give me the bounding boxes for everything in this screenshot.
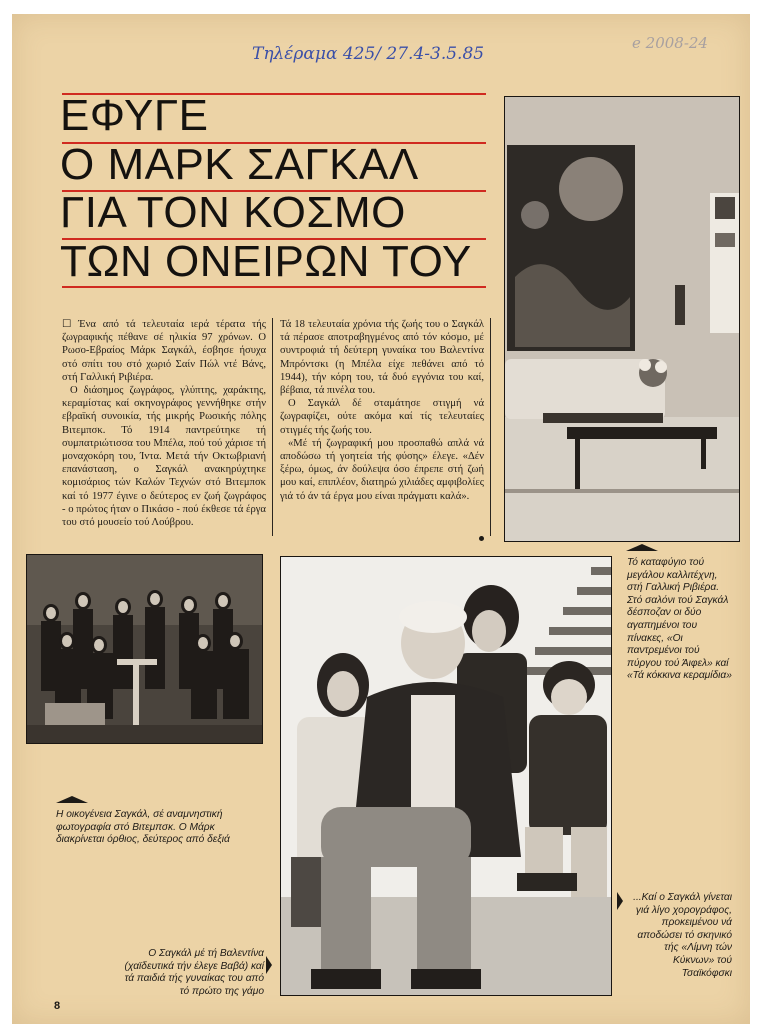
studio-photo	[504, 96, 740, 542]
headline-rule	[62, 286, 486, 288]
headline-line: Ο ΜΑΡΚ ΣΑΓΚΑΛ	[60, 139, 419, 189]
archive-reference: e 2008-24	[632, 34, 708, 52]
page-number: 8	[54, 1000, 61, 1012]
studio-photo-image	[505, 97, 739, 541]
article-paragraph: «Μέ τή ζωγραφική μου προσπαθώ απλά νά αποδώσω τή γοητεία τής φύσης» έλεγε. «Δέν ξέρω, όμως, άν δούλεψα όσο έπρεπε στή ζωή μου καί, επιπλέον, διατηρώ χιλιάδες αμφιβολίες γιά τό άν τά έργα μου είναι πράγματι καλά».	[280, 437, 484, 502]
caption-marker	[626, 544, 658, 551]
headline-line: ΓΙΑ ΤΟΝ ΚΟΣΜΟ	[60, 188, 406, 237]
family-caption: Η οικογένεια Σαγκάλ, σέ αναμνηστική φωτογραφία στό Βιτεμπσκ. Ο Μάρκ διακρίνεται όρθιος, δεύτερος από δεξιά	[56, 809, 230, 846]
headline-line: ΤΩΝ ΟΝΕΙΡΩΝ ΤΟΥ	[60, 236, 472, 286]
headline	[60, 92, 500, 286]
handwritten-date-note: Τηλέραμα 425/ 27.4-3.5.85	[252, 44, 485, 64]
family-photo	[26, 554, 263, 744]
article-column-1	[62, 318, 266, 529]
family-photo-image	[27, 555, 262, 743]
headline-line: ΕΦΥΓΕ	[60, 91, 209, 140]
end-mark	[479, 536, 484, 541]
valentina-photo-image	[281, 557, 611, 995]
caption-arrow	[617, 892, 623, 910]
studio-caption: Τό καταφύγιο τού μεγάλου καλλιτέχνη, στή Γαλλική Ριβιέρα. Στό σαλόνι τού Σαγκάλ δέσποζαν οι δύο αγαπημένοι του πίνακες, «Οι παντρεμένοι τού πύργου τού Άιφελ» καί «Τά κόκκινα κεραμίδια»	[627, 557, 732, 682]
article-column-2	[280, 318, 484, 503]
valentina-caption: Ο Σαγκάλ μέ τή Βαλεντίνα (χαϊδευτικά τήν έλεγε Βαβά) καί τά παιδιά τής γυναίκας του από τό πρώτο της γάμο	[124, 948, 264, 997]
article-paragraph: ☐ Ένα από τά τελευταία ιερά τέρατα τής ζωγραφικής πέθανε σέ ηλικία 97 χρόνων. Ο Ρωσο-Εβραίος Μάρκ Σαγκάλ, έσβησε ήσυχα στό σπίτι του στό χωριό Σαίν Πώλ ντέ Βάνς, στή Γαλλική Ριβιέρα.	[62, 319, 266, 383]
article-paragraph: Τά 18 τελευταία χρόνια τής ζωής του ο Σαγκάλ τά πέρασε αποτραβηγμένος από τόν κόσμο, μέ συντροφιά τή δεύτερη γυναίκα του Βαλεντίνα Μπρόντσκι (η Μπέλα είχε πεθάνει από τό 1944), τήν κόρη του, τά δυό εγγόνια του καί, βέβαια, τά πινέλα του.	[280, 319, 484, 397]
valentina-photo	[280, 556, 612, 996]
column-divider	[490, 318, 491, 536]
article-paragraph: Ο διάσημος ζωγράφος, γλύπτης, χαράκτης, κεραμίστας καί σκηνογράφος γεννήθηκε στήν εβραϊκή συνοικία, τής μικρής Ρωσικής πόλης Βιτεμπσκ. Τό 1914 παντρεύτηκε τή συμπατριώτισσα του Μπέλα, πού τού χάρισε τή μοναχοκόρη του, Ίντα. Μετά τήν Οκτωβριανή επανάσταση, ο Σαγκάλ ανακηρύχτηκε κομισάριος τών Καλών Τεχνών στό Βιτεμπσκ καί τό 1977 έγινε ο δεύτερος εν ζωή ζωγράφος - ο πρώτος ήταν ο Πικάσο - πού έκθεσε τά έργα του στό μουσείο τού Λούβρου.	[62, 385, 266, 529]
swan-lake-caption: ...Καί ο Σαγκάλ γίνεται γιά λίγο χορογράφος, προκειμένου νά αποδώσει τό σκηνικό τής «Λίμνη τών Κύκνων» τού Τσαϊκόφσκι	[633, 892, 732, 979]
column-divider	[272, 318, 273, 536]
article-paragraph: Ο Σαγκάλ δέ σταμάτησε στιγμή νά ζωγραφίζει, ούτε ακόμα καί τίς τελευταίες στιγμές τής ζωής του.	[280, 398, 484, 436]
caption-arrow	[266, 956, 272, 974]
caption-marker	[56, 796, 88, 803]
